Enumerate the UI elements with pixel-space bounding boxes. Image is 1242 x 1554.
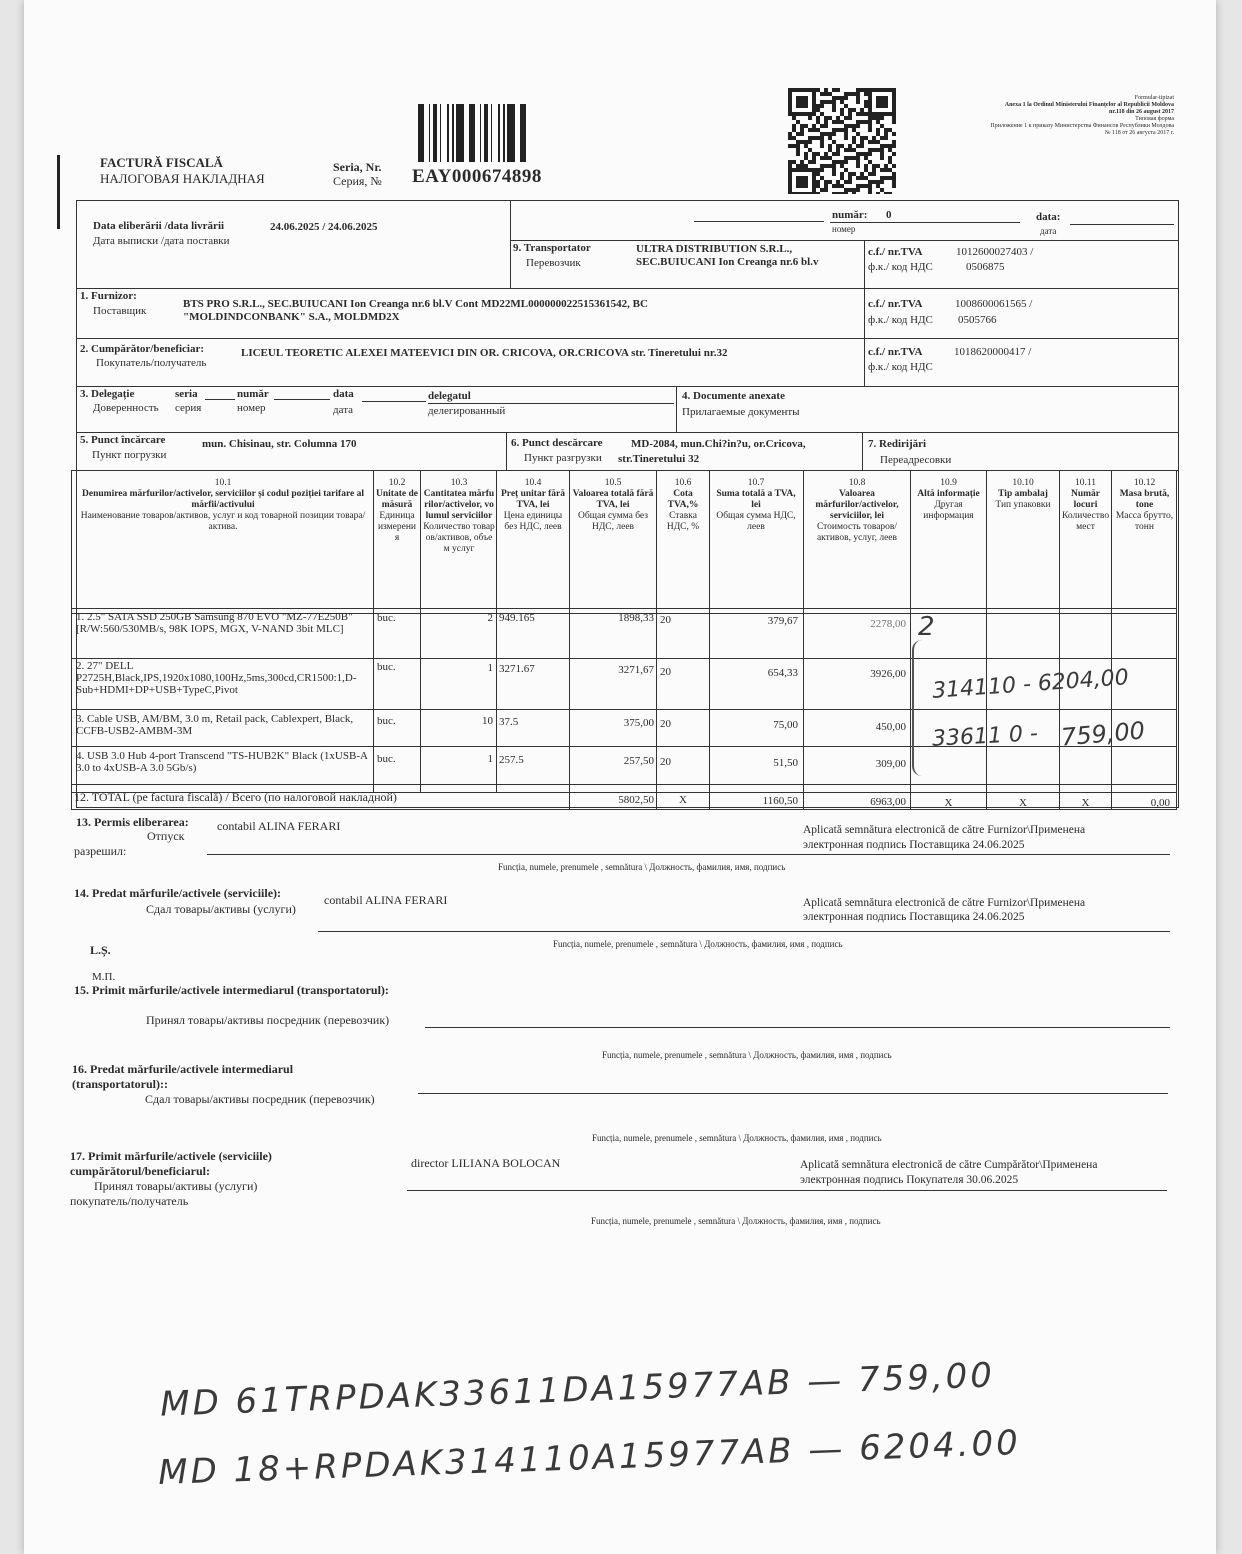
col-num: 10.10 xyxy=(1012,478,1034,488)
row-2-rate: 20 xyxy=(660,666,671,678)
col-divider xyxy=(709,470,710,810)
col-num: 10.8 xyxy=(848,478,866,488)
col-ro: Valoarea mărfurilor/activelor, serviciilor, lei xyxy=(815,489,899,521)
total-value: 6963,00 xyxy=(870,796,906,808)
col-num: 10.4 xyxy=(524,478,542,488)
col-ru: Количество товаров/активов, объем услуг xyxy=(423,522,495,554)
unload-value-2: str.Tineretului 32 xyxy=(618,453,700,465)
col-header-rate xyxy=(659,478,707,533)
s17-func: Funcția, numele, prenumele , semnătura \ Должность, фамилия, имя , подпись xyxy=(591,1216,881,1226)
col-divider xyxy=(420,470,421,792)
s17-label-ro: 17. Primit mărfurile/activele (serviciile) xyxy=(70,1149,272,1163)
s14-func: Funcția, numele, prenumele , semnătura \ Должность, фамилия, имя , подпись xyxy=(553,939,843,949)
col-num: 10.11 xyxy=(1074,478,1097,488)
annex-line: Anexa 1 la Ordinul Ministerului Finanțelor al Republicii Moldova xyxy=(1004,102,1174,108)
row-1-total: 1898,33 xyxy=(618,612,654,624)
row-4-total: 257,50 xyxy=(623,755,654,767)
col-ru: Количество мест xyxy=(1062,511,1110,532)
delegation-label-ro: 3. Delegație xyxy=(80,388,135,400)
numar-value: 0 xyxy=(886,209,892,221)
row-divider xyxy=(71,658,1177,659)
supplier-cf-ru: ф.к./ код НДС xyxy=(868,314,933,326)
s14-esign-ro: Aplicată semnătura electronică de către Furnizor\Применена xyxy=(803,897,1086,909)
transport-cf-ru: ф.к./ код НДС xyxy=(868,261,933,273)
divider xyxy=(510,240,1178,241)
row-3-qty: 10 xyxy=(482,715,493,727)
row-1-name: 1. 2.5" SATA SSD 250GB Samsung 870 EVO "MZ-77E250B" [R/W:560/530MB/s, 98K IOPS, MGX, V-NAND 3bit MLC] xyxy=(76,611,353,635)
row-divider xyxy=(71,709,1177,710)
col-divider xyxy=(1059,470,1060,810)
invoice-number: EAY000674898 xyxy=(412,166,542,187)
row-2-name: 2. 27" DELL P2725H,Black,IPS,1920x1080,100Hz,5ms,300cd,CR1500:1,D-Sub+HDMI+DP+USB+TypeC,Pivot xyxy=(76,660,357,696)
col-header-name xyxy=(76,478,370,533)
col-header-vat xyxy=(712,478,800,533)
divider xyxy=(864,240,865,386)
row-3-unit: buc. xyxy=(377,715,396,727)
handwritten-line-2: MD 18+RPDAK314110A15977AB — 6204.00 xyxy=(157,1422,1022,1494)
col-header-price xyxy=(499,478,567,533)
buyer-cf-ru: ф.к./ код НДС xyxy=(868,361,933,373)
col-divider xyxy=(986,470,987,810)
annex-line: Formular-tipizat xyxy=(1134,95,1174,101)
s13-esign-ro: Aplicată semnătura electronică de către Furnizor\Применена xyxy=(803,824,1086,836)
data-label: data: xyxy=(1036,211,1061,223)
handwritten-note-row2: 314110 - 6204,00 xyxy=(931,665,1130,704)
row-3-vat: 75,00 xyxy=(773,719,798,731)
underline xyxy=(428,403,674,404)
row-3-rate: 20 xyxy=(660,718,671,730)
row-4-rate: 20 xyxy=(660,756,671,768)
col-ro: Masa brută, tone xyxy=(1119,489,1170,510)
unload-label-ru: Пункт разгрузки xyxy=(524,452,602,464)
handwritten-note-row3: 33611 0 - xyxy=(931,721,1039,752)
col-ro: Număr locuri xyxy=(1070,489,1101,510)
col-header-qty xyxy=(423,478,495,555)
row-4-vat: 51,50 xyxy=(773,757,798,769)
row-2-unit: buc. xyxy=(377,661,396,673)
s14-label-ro: 14. Predat mărfurile/activele (serviciile): xyxy=(74,886,282,900)
col-header-pack xyxy=(989,478,1057,511)
divider xyxy=(76,338,1179,339)
supplier-name: BTS PRO S.R.L., SEC.BUIUCANI Ion Creanga nr.6 bl.V Cont MD22ML000000022515361542, BC "MOLDINDCONBANK" S.A., MOLDMD2X xyxy=(183,298,648,323)
transport-tva: 0506875 xyxy=(966,261,1005,273)
buyer-cf-label: c.f./ nr.TVA xyxy=(868,346,923,358)
row-2-price: 3271.67 xyxy=(499,663,535,675)
numar-ru: номер xyxy=(832,224,856,234)
load-label-ro: 5. Punct încărcare xyxy=(80,434,166,446)
col-header-info xyxy=(913,478,984,522)
data-ru: дата xyxy=(1040,226,1057,236)
title-ru: НАЛОГОВАЯ НАКЛАДНАЯ xyxy=(100,171,265,186)
seria-label-ro: Seria, Nr. xyxy=(333,160,382,174)
annex-line: Приложение 1 к приказу Министерства Финансов Республики Молдова xyxy=(990,123,1174,129)
col-ro: Cota TVA,% xyxy=(667,489,699,510)
s17-person: director LILIANA BOLOCAN xyxy=(411,1156,561,1170)
delegation-data-ru: дата xyxy=(333,404,354,416)
underline xyxy=(694,221,824,222)
s13-label-ru1: Отпуск xyxy=(147,829,185,843)
transport-cf: 1012600027403 / xyxy=(956,246,1034,258)
s13-label-ru2: разрешил: xyxy=(74,844,127,858)
col-header-places xyxy=(1062,478,1109,533)
row-2-total: 3271,67 xyxy=(618,664,654,676)
s17-label-ro2: cumpărătorul/beneficiarul: xyxy=(70,1164,210,1178)
row-4-qty: 1 xyxy=(487,753,493,765)
underline xyxy=(362,401,426,402)
signature-line xyxy=(407,1190,1167,1191)
divider xyxy=(76,386,1179,387)
col-ru: Ставка НДС, % xyxy=(666,511,700,532)
col-ro: Altă informație xyxy=(917,489,980,499)
col-ro: Cantitatea mărfurilor/activelor, volumul serviciilor xyxy=(423,489,495,521)
s13-esign-ru: электронная подпись Поставщика 24.06.2025 xyxy=(803,839,1025,851)
delegation-label-ru: Доверенность xyxy=(93,402,159,414)
delegation-delegat-ru: делегированный xyxy=(428,405,506,417)
delegation-delegat-ro: delegatul xyxy=(428,390,471,402)
redir-label-ru: Переадресовки xyxy=(880,454,952,466)
col-ru: Стоимость товаров/активов, услуг, леев xyxy=(816,522,898,543)
row-divider xyxy=(71,608,1177,609)
col-divider xyxy=(1111,470,1112,810)
transport-cf-label: c.f./ nr.TVA xyxy=(868,246,923,258)
divider xyxy=(676,386,677,432)
dates-label-ro: Data eliberării /data livrării xyxy=(93,220,225,232)
col-ro: Denumirea mărfurilor/activelor, serviciilor și codul poziției tarifare al mărfii/activului xyxy=(82,489,364,510)
divider xyxy=(510,200,511,288)
col-divider xyxy=(803,470,804,810)
s15-label-ro: 15. Primit mărfurile/activele intermediarul (transportatorul): xyxy=(74,983,389,997)
underline xyxy=(274,399,330,400)
supplier-cf-label: c.f./ nr.TVA xyxy=(868,298,923,310)
numar-label: număr: xyxy=(832,209,868,221)
s15-label-ru: Принял товары/активы посредник (перевозчик) xyxy=(146,1013,390,1027)
row-4-value: 309,00 xyxy=(875,758,906,770)
col-header-value xyxy=(806,478,908,544)
col-divider xyxy=(569,470,570,810)
row-4-price: 257.5 xyxy=(499,754,524,766)
delegation-seria-ru: серия xyxy=(175,402,202,414)
row-1-qty: 2 xyxy=(487,612,493,624)
s16-label-ro2: (transportatorul):: xyxy=(72,1077,168,1091)
docs-label-ro: 4. Documente anexate xyxy=(682,390,785,402)
col-header-mass xyxy=(1114,478,1175,533)
supplier-tva: 0505766 xyxy=(958,314,997,326)
col-divider xyxy=(656,470,657,810)
supplier-label-ru: Поставщик xyxy=(93,305,147,317)
total-mass: 0,00 xyxy=(1150,797,1170,809)
divider xyxy=(506,432,507,470)
col-num: 10.9 xyxy=(940,478,957,488)
buyer-label-ro: 2. Cumpărător/beneficiar: xyxy=(80,343,205,355)
s16-label-ro: 16. Predat mărfurile/activele intermediarul xyxy=(72,1062,294,1076)
margin-mark xyxy=(57,155,60,229)
total-info: X xyxy=(944,797,953,809)
dates-label-ru: Дата выписки /дата поставки xyxy=(93,235,230,247)
total-vat: 1160,50 xyxy=(762,795,798,807)
load-value: mun. Chisinau, str. Columna 170 xyxy=(202,438,357,450)
col-num: 10.7 xyxy=(747,478,765,488)
total-label: 12. TOTAL (pe factura fiscală) / Всего (по налоговой накладной) xyxy=(74,790,397,804)
col-divider xyxy=(910,470,911,810)
s13-func: Funcția, numele, prenumele , semnătura \ Должность, фамилия, имя, подпись xyxy=(498,862,786,872)
s13-label-ro: 13. Permis eliberarea: xyxy=(76,815,189,829)
col-ru: Цена единицы без НДС, леев xyxy=(503,511,563,532)
mp-label: М.П. xyxy=(92,971,116,983)
buyer-name: LICEUL TEORETIC ALEXEI MATEEVICI DIN OR. CRICOVA, OR.CRICOVA str. Tineretului nr.32 xyxy=(241,347,728,359)
col-num: 10.6 xyxy=(674,478,692,488)
total-places: X xyxy=(1081,797,1090,809)
col-divider xyxy=(373,470,374,792)
signature-line xyxy=(418,1093,1168,1094)
seria-label-ru: Серия, № xyxy=(333,174,382,188)
row-1-value: 2278,00 xyxy=(870,618,906,630)
s14-person: contabil ALINA FERARI xyxy=(324,893,448,907)
row-1-price: 949.165 xyxy=(499,612,535,624)
unload-label-ro: 6. Punct descărcare xyxy=(511,437,603,449)
total-pack: X xyxy=(1019,797,1027,809)
row-2-qty: 1 xyxy=(487,662,493,674)
col-ru: Единица измерения xyxy=(377,511,417,543)
col-num: 10.2 xyxy=(388,478,406,488)
row-2-vat: 654,33 xyxy=(767,667,798,679)
s15-func: Funcția, numele, prenumele , semnătura \ Должность, фамилия, имя , подпись xyxy=(602,1050,892,1060)
col-header-unit xyxy=(376,478,418,544)
col-ro: Unitate de măsură xyxy=(376,489,418,510)
transport-label-ru: Перевозчик xyxy=(526,257,581,269)
buyer-label-ru: Покупатель/получатель xyxy=(96,357,207,369)
col-ru: Общая сумма НДС, леев xyxy=(716,511,796,532)
row-3-price: 37.5 xyxy=(499,716,519,728)
handwritten-mark: 2 xyxy=(918,612,935,642)
row-3-value: 450,00 xyxy=(875,721,906,733)
row-1-rate: 20 xyxy=(660,614,671,626)
s17-label-ru: Принял товары/активы (услуги) xyxy=(94,1179,258,1193)
col-num: 10.1 xyxy=(214,478,232,488)
annex-line: № 118 от 26 августа 2017 г. xyxy=(1104,130,1174,136)
s13-person: contabil ALINA FERARI xyxy=(217,819,341,833)
transport-name: ULTRA DISTRIBUTION S.R.L., SEC.BUIUCANI Ion Creanga nr.6 bl.v xyxy=(636,243,819,268)
divider xyxy=(76,288,1179,289)
transport-label-ro: 9. Transportator xyxy=(513,242,591,254)
col-ro: Suma totală a TVA, lei xyxy=(716,489,796,510)
supplier-label-ro: 1. Furnizor: xyxy=(80,290,137,302)
col-ru: Другая информация xyxy=(923,500,974,521)
underline xyxy=(830,222,1020,223)
annex-line: nr.118 din 26 august 2017 xyxy=(1109,109,1174,115)
s17-label-ru2: покупатель/получатель xyxy=(70,1194,189,1208)
s17-esign-ro: Aplicată semnătura electronică de către Cumpărător\Применена xyxy=(800,1159,1098,1171)
buyer-cf: 1018620000417 / xyxy=(954,346,1032,358)
row-2-value: 3926,00 xyxy=(870,668,906,680)
supplier-cf: 1008600061565 / xyxy=(955,298,1033,310)
col-ro: Valoarea totală fără TVA, lei xyxy=(572,489,654,510)
handwritten-bracket xyxy=(912,640,928,776)
delegation-numar-ro: număr xyxy=(237,388,269,400)
row-4-unit: buc. xyxy=(377,753,396,765)
divider xyxy=(862,432,863,470)
row-1-vat: 379,67 xyxy=(767,615,798,627)
row-divider xyxy=(71,784,1177,785)
s14-label-ru: Сдал товары/активы (услуги) xyxy=(146,902,296,916)
redir-label-ro: 7. Redirijări xyxy=(868,438,927,450)
col-ro: Preț unitar fără TVA, lei xyxy=(500,489,566,510)
col-header-total xyxy=(572,478,654,533)
barcode-icon xyxy=(418,104,530,162)
col-divider xyxy=(496,470,497,792)
row-3-name: 3. Cable USB, AM/BM, 3.0 m, Retail pack, Cablexpert, Black, CCFB-USB2-AMBM-3M xyxy=(76,713,354,737)
delegation-numar-ru: номер xyxy=(237,402,266,414)
docs-label-ru: Прилагаемые документы xyxy=(682,406,800,418)
handwritten-line-1: MD 61TRPDAK33611DA15977AB — 759,00 xyxy=(159,1355,996,1425)
underline xyxy=(1070,224,1174,225)
col-ro: Tip ambalaj xyxy=(998,489,1048,499)
signature-line xyxy=(318,931,1170,932)
s14-esign-ru: электронная подпись Поставщика 24.06.2025 xyxy=(803,911,1025,923)
load-label-ru: Пункт погрузки xyxy=(92,449,167,461)
delegation-data-ro: data xyxy=(333,388,354,400)
col-ru: Тип упаковки xyxy=(995,500,1051,510)
qr-code-icon xyxy=(788,88,896,194)
signature-line xyxy=(425,1027,1170,1028)
col-ru: Масса брутто, тонн xyxy=(1115,511,1174,532)
s16-label-ru: Сдал товары/активы посредник (перевозчик) xyxy=(145,1092,375,1106)
signature-line xyxy=(207,854,1170,855)
dates-value: 24.06.2025 / 24.06.2025 xyxy=(270,221,378,233)
divider xyxy=(76,432,1179,433)
col-ru: Наименование товаров/активов, услуг и код товарной позиции товара/актива. xyxy=(80,511,366,532)
annex-note xyxy=(930,95,1174,137)
col-num: 10.3 xyxy=(450,478,468,488)
delegation-seria-ro: seria xyxy=(175,388,198,400)
row-3-total: 375,00 xyxy=(623,717,654,729)
col-num: 10.12 xyxy=(1133,478,1156,488)
total-amount: 5802,50 xyxy=(618,794,654,806)
handwritten-mass-row3: 759,00 xyxy=(1059,716,1147,752)
ls-label: L.Ș. xyxy=(90,943,111,957)
annex-line: Типовая форма xyxy=(1135,116,1174,122)
col-ru: Общая сумма без НДС, леев xyxy=(577,511,649,532)
row-1-unit: buc. xyxy=(377,612,396,624)
unload-value-1: MD-2084, mun.Chi?in?u, or.Cricova, xyxy=(631,438,806,450)
title-ro: FACTURĂ FISCALĂ xyxy=(100,155,223,170)
s16-func: Funcția, numele, prenumele , semnătura \ Должность, фамилия, имя , подпись xyxy=(592,1133,882,1143)
col-num: 10.5 xyxy=(604,478,622,488)
s17-esign-ru: электронная подпись Покупателя 30.06.2025 xyxy=(800,1174,1019,1186)
row-4-name: 4. USB 3.0 Hub 4-port Transcend "TS-HUB2K" Black (1xUSB-A 3.0 to 4xUSB-A 3.0 5Gb/s) xyxy=(76,750,368,774)
underline xyxy=(205,399,235,400)
total-rate: X xyxy=(679,794,687,806)
